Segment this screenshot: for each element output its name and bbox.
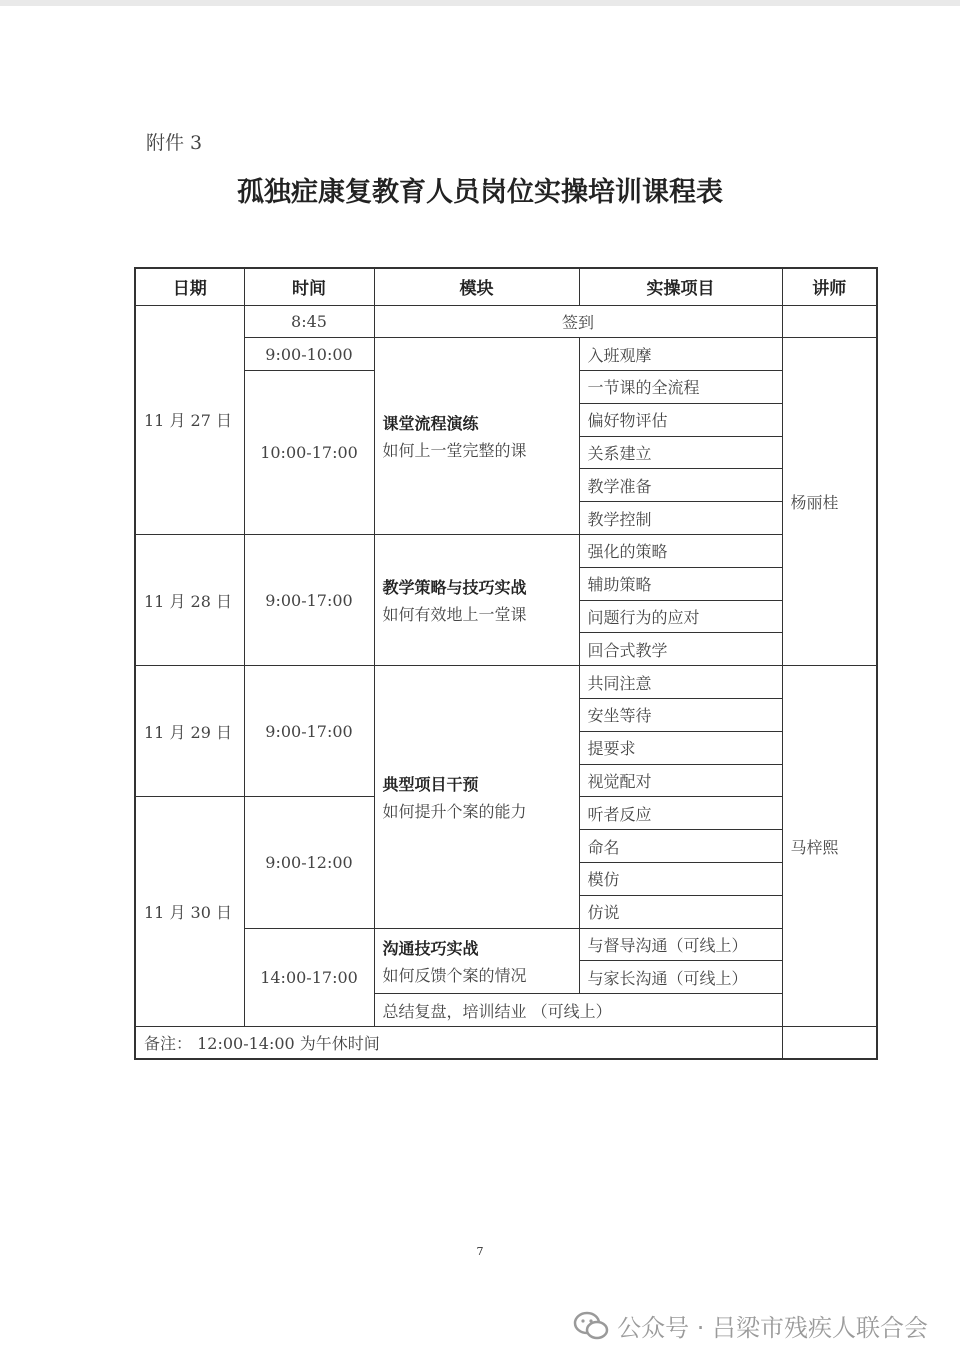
item-cell: 教学准备 <box>579 469 782 502</box>
date-cell: 11 月 29 日 <box>135 666 244 797</box>
item-cell: 关系建立 <box>579 436 782 469</box>
item-cell: 入班观摩 <box>579 338 782 371</box>
time-cell: 14:00-17:00 <box>244 928 374 1026</box>
signin-cell: 签到 <box>374 305 782 338</box>
module-subtitle: 如何上一堂完整的课 <box>382 441 527 461</box>
page-edge <box>0 0 960 6</box>
item-cell: 辅助策略 <box>579 567 782 600</box>
table-row <box>135 338 877 371</box>
table-row <box>135 535 877 568</box>
column-header: 日期 <box>135 268 244 305</box>
module-cell <box>374 535 579 666</box>
table-header-row <box>135 268 877 305</box>
module-subtitle: 如何有效地上一堂课 <box>382 605 527 625</box>
table-row <box>135 305 877 338</box>
item-cell: 与督导沟通（可线上） <box>579 928 782 961</box>
table-row <box>135 666 877 699</box>
teacher-cell: 杨丽桂 <box>782 338 877 666</box>
item-cell: 与家长沟通（可线上） <box>579 961 782 994</box>
column-header: 时间 <box>244 268 374 305</box>
item-cell: 强化的策略 <box>579 535 782 568</box>
column-header: 模块 <box>374 268 579 305</box>
item-cell: 模仿 <box>579 863 782 896</box>
watermark <box>573 1308 928 1343</box>
module-cell <box>374 666 579 928</box>
column-header: 实操项目 <box>579 268 782 305</box>
summary-cell: 总结复盘，培训结业 （可线上） <box>374 994 782 1027</box>
note-cell: 备注： 12:00-14:00 为午休时间 <box>135 1027 782 1060</box>
date-cell: 11 月 28 日 <box>135 535 244 666</box>
item-cell: 安坐等待 <box>579 699 782 732</box>
time-cell: 9:00-10:00 <box>244 338 374 371</box>
teacher-cell-empty <box>782 305 877 338</box>
item-cell: 回合式教学 <box>579 633 782 666</box>
time-cell: 10:00-17:00 <box>244 371 374 535</box>
module-title: 教学策略与技巧实战 <box>382 578 527 598</box>
schedule-table <box>134 267 878 1060</box>
watermark-text: 公众号 · 吕梁市残疾人联合会 <box>617 1314 928 1342</box>
item-cell: 教学控制 <box>579 502 782 535</box>
note-teacher-empty <box>782 1027 877 1060</box>
module-title: 课堂流程演练 <box>382 414 479 434</box>
item-cell: 仿说 <box>579 895 782 928</box>
item-cell: 偏好物评估 <box>579 403 782 436</box>
note-row <box>135 1027 877 1060</box>
module-cell <box>374 928 579 994</box>
time-cell: 9:00-12:00 <box>244 797 374 928</box>
module-title: 沟通技巧实战 <box>382 938 479 958</box>
page-number: 7 <box>476 1245 484 1258</box>
item-cell: 问题行为的应对 <box>579 600 782 633</box>
item-cell: 听者反应 <box>579 797 782 830</box>
time-cell: 9:00-17:00 <box>244 535 374 666</box>
item-cell: 共同注意 <box>579 666 782 699</box>
column-header: 讲师 <box>782 268 877 305</box>
item-cell: 一节课的全流程 <box>579 371 782 404</box>
module-title: 典型项目干预 <box>382 774 479 794</box>
date-cell: 11 月 27 日 <box>135 305 244 535</box>
item-cell: 提要求 <box>579 731 782 764</box>
module-cell <box>374 338 579 535</box>
time-cell: 8:45 <box>244 305 374 338</box>
item-cell: 视觉配对 <box>579 764 782 797</box>
item-cell: 命名 <box>579 830 782 863</box>
date-cell: 11 月 30 日 <box>135 797 244 1027</box>
table-row <box>135 928 877 961</box>
module-subtitle: 如何反馈个案的情况 <box>382 965 527 985</box>
document-title: 孤独症康复教育人员岗位实操培训课程表 <box>237 177 723 208</box>
teacher-cell: 马梓熙 <box>782 666 877 1027</box>
time-cell: 9:00-17:00 <box>244 666 374 797</box>
module-subtitle: 如何提升个案的能力 <box>382 801 527 821</box>
wechat-icon <box>573 1311 609 1341</box>
attachment-label: 附件 3 <box>146 132 203 154</box>
